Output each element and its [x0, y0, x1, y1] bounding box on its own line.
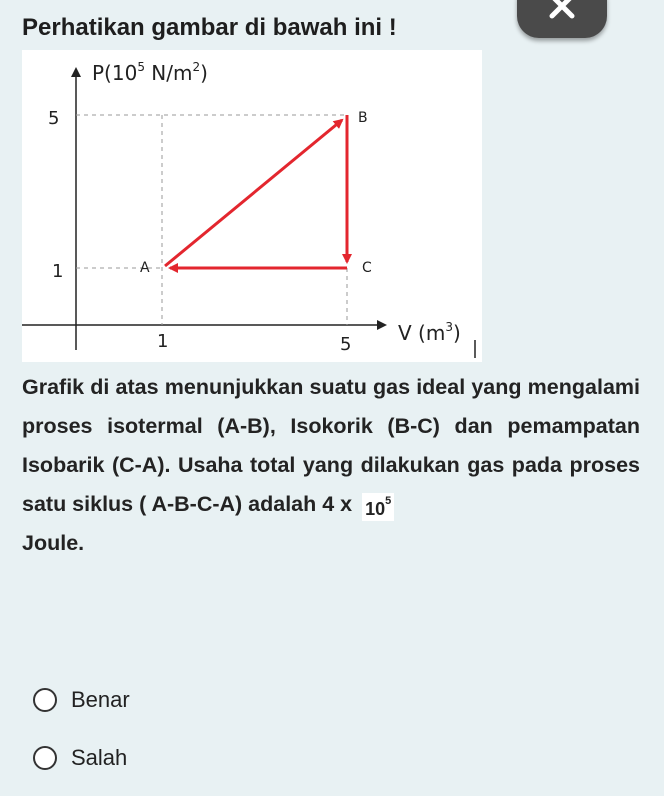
radio-salah[interactable]	[33, 746, 57, 770]
question-header: Perhatikan gambar di bawah ini !	[22, 14, 397, 41]
point-a-label: A	[140, 260, 150, 276]
option-salah[interactable]	[33, 738, 130, 778]
question-text	[22, 368, 640, 563]
option-benar-label: Benar	[71, 687, 130, 712]
pv-diagram	[22, 50, 482, 362]
radio-benar[interactable]	[33, 688, 57, 712]
y-axis-label: $P(10^5$ $N/m^2$)	[92, 60, 208, 85]
x-axis-label: V $(m^3)$	[398, 320, 461, 345]
option-benar[interactable]	[33, 680, 130, 720]
x-tick-1: 1	[157, 331, 169, 352]
y-tick-1: 1	[52, 261, 64, 282]
process-a-b	[165, 120, 342, 266]
point-c-label: C	[362, 260, 372, 276]
y-tick-5: 5	[48, 108, 60, 129]
x-tick-5: 5	[340, 334, 352, 355]
question-unit: Joule.	[22, 531, 85, 555]
close-button[interactable]	[517, 0, 607, 38]
question-body: Grafik di atas menunjukkan suatu gas ideal yang mengalami proses isotermal (A-B), Isokorik (B-C) dan pemampatan Isobarik (C-A). Usaha total yang dilakukan gas pada proses satu siklus ( A-B-C-A) adalah 4 x	[22, 375, 640, 516]
answer-options	[33, 680, 130, 796]
close-icon	[517, 0, 607, 38]
power-of-ten: $10^5$	[362, 493, 394, 521]
option-salah-label: Salah	[71, 745, 128, 770]
point-b-label: B	[358, 110, 368, 126]
